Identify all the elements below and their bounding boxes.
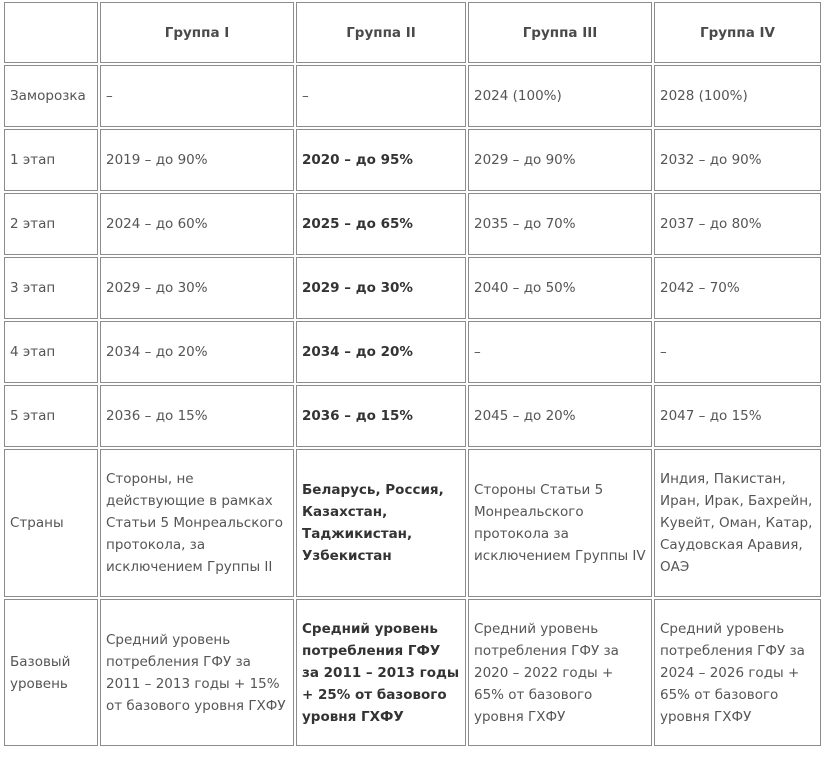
cell-group-1: 2019 – до 90% — [100, 129, 294, 191]
cell-group-4: 2028 (100%) — [654, 65, 821, 127]
cell-group-3: Средний уровень потребления ГФУ за 2020 – 2022 годы + 65% от базового уровня ГХФУ — [468, 599, 652, 746]
cell-group-2: 2034 – до 20% — [296, 321, 466, 383]
cell-group-2: 2036 – до 15% — [296, 385, 466, 447]
header-group-4: Группа IV — [654, 2, 821, 63]
cell-group-3: 2029 – до 90% — [468, 129, 652, 191]
row-label: Базовый уровень — [4, 599, 98, 746]
cell-group-4: – — [654, 321, 821, 383]
cell-group-2: Беларусь, Россия, Казахстан, Таджикистан, Узбекистан — [296, 449, 466, 597]
cell-group-4: 2037 – до 80% — [654, 193, 821, 255]
header-group-3: Группа III — [468, 2, 652, 63]
cell-group-4: Индия, Пакистан, Иран, Ирак, Бахрейн, Кувейт, Оман, Катар, Саудовская Аравия, ОАЭ — [654, 449, 821, 597]
row-label: Страны — [4, 449, 98, 597]
cell-group-3: 2045 – до 20% — [468, 385, 652, 447]
cell-group-1: – — [100, 65, 294, 127]
row-label: Заморозка — [4, 65, 98, 127]
header-group-2: Группа II — [296, 2, 466, 63]
cell-group-2: 2029 – до 30% — [296, 257, 466, 319]
row-label: 1 этап — [4, 129, 98, 191]
header-corner-cell — [4, 2, 98, 63]
row-stage-4 — [4, 321, 821, 383]
cell-group-1: Средний уровень потребления ГФУ за 2011 – 2013 годы + 15% от базового уровня ГХФУ — [100, 599, 294, 746]
cell-group-2: Средний уровень потребления ГФУ за 2011 – 2013 годы + 25% от базового уровня ГХФУ — [296, 599, 466, 746]
cell-group-2: 2025 – до 65% — [296, 193, 466, 255]
cell-group-4: 2047 – до 15% — [654, 385, 821, 447]
cell-group-3: 2035 – до 70% — [468, 193, 652, 255]
row-stage-1 — [4, 129, 821, 191]
phase-down-table — [2, 0, 823, 748]
cell-group-1: Стороны, не действующие в рамках Статьи 5 Монреальского протокола, за исключением Группы II — [100, 449, 294, 597]
header-row — [4, 2, 821, 63]
row-label: 2 этап — [4, 193, 98, 255]
cell-group-1: 2024 – до 60% — [100, 193, 294, 255]
cell-group-3: 2040 – до 50% — [468, 257, 652, 319]
row-stage-3 — [4, 257, 821, 319]
row-label: 5 этап — [4, 385, 98, 447]
row-label: 3 этап — [4, 257, 98, 319]
cell-group-4: Средний уровень потребления ГФУ за 2024 – 2026 годы + 65% от базового уровня ГХФУ — [654, 599, 821, 746]
row-stage-5 — [4, 385, 821, 447]
cell-group-4: 2032 – до 90% — [654, 129, 821, 191]
row-label: 4 этап — [4, 321, 98, 383]
header-group-1: Группа I — [100, 2, 294, 63]
cell-group-3: 2024 (100%) — [468, 65, 652, 127]
cell-group-2: – — [296, 65, 466, 127]
cell-group-1: 2034 – до 20% — [100, 321, 294, 383]
row-freeze — [4, 65, 821, 127]
cell-group-4: 2042 – 70% — [654, 257, 821, 319]
cell-group-3: Стороны Статьи 5 Монреальского протокола за исключением Группы IV — [468, 449, 652, 597]
cell-group-1: 2036 – до 15% — [100, 385, 294, 447]
cell-group-3: – — [468, 321, 652, 383]
row-stage-2 — [4, 193, 821, 255]
cell-group-2: 2020 – до 95% — [296, 129, 466, 191]
row-baseline — [4, 599, 821, 746]
row-countries — [4, 449, 821, 597]
cell-group-1: 2029 – до 30% — [100, 257, 294, 319]
